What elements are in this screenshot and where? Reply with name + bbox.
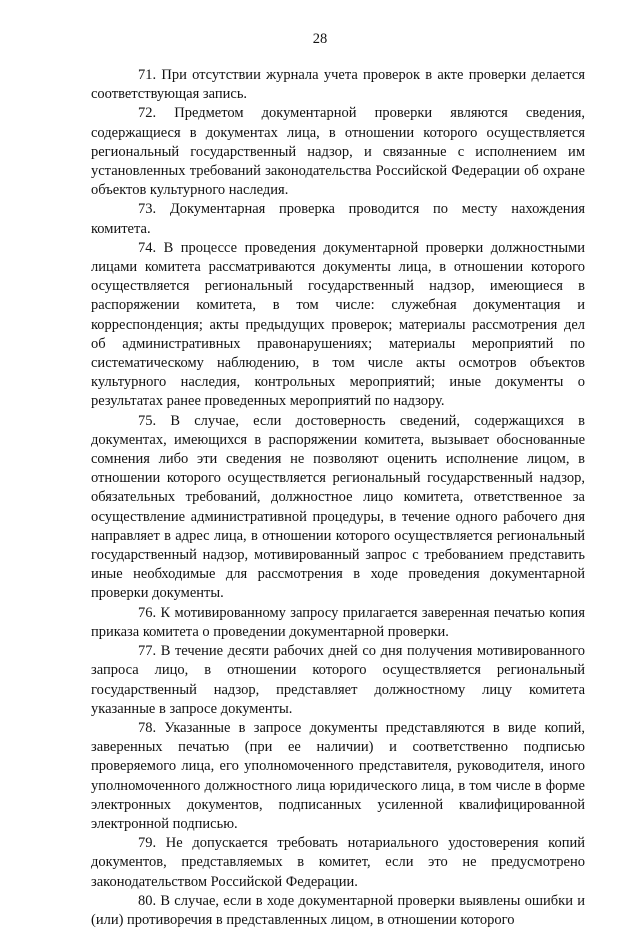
paragraph-73: 73. Документарная проверка проводится по месту нахождения комитета.: [91, 201, 585, 237]
paragraph-80: 80. В случае, если в ходе документарной проверки выявлены ошибки и (или) противоречия в представленных лицом, в отношении которого: [91, 892, 585, 928]
paragraph-78: 78. Указанные в запросе документы представляются в виде копий, заверенных печатью (при ее наличии) и соответственно подписью проверяемого лица, его уполномоченного представителя, руководителя, иного уполномоченного должностного лица юридического лица, в том числе в форме электронных документов, подписанных усиленной квалифицированной электронной подписью.: [91, 719, 585, 832]
paragraph-71: 71. При отсутствии журнала учета проверок в акте проверки делается соответствующая запись.: [91, 67, 585, 103]
paragraph-79: 79. Не допускается требовать нотариального удостоверения копий документов, представляемых в комитет, если это не предусмотрено законодательством Российской Федерации.: [91, 835, 585, 890]
page-number: 28: [312, 31, 328, 47]
paragraph-72: 72. Предметом документарной проверки являются сведения, содержащиеся в документах лица, в отношении которого осуществляется региональный государственный надзор, и связанные с исполнением им установленных требований законодательства Российской Федерации об охране объектов культурного наследия.: [91, 105, 585, 199]
paragraph-74: 74. В процессе проведения документарной проверки должностными лицами комитета рассматриваются документы лица, в отношении которого осуществляется региональный государственный надзор, имеющиеся в распоряжении комитета, в том числе: служебная документация и корреспонденция; акты предыдущих проверок; материалы рассмотрения дел об административных правонарушениях; материалы мероприятий по систематическому наблюдению, в том числе акты осмотров объектов культурного наследия, контрольных мероприятий; иные документы о результатах ранее проведенных мероприятий по надзору.: [91, 239, 585, 410]
document-body: [91, 66, 585, 930]
paragraph-75: 75. В случае, если достоверность сведений, содержащихся в документах, имеющихся в распоряжении комитета, вызывает обоснованные сомнения либо эти сведения не позволяют оценить исполнение лицом, в отношении которого осуществляется региональный государственный надзор, обязательных требований, должностное лицо комитета, ответственное за осуществление административной процедуры, в течение одного рабочего дня направляет в адрес лица, в отношении которого осуществляется региональный государственный надзор, мотивированный запрос с требованием представить иные необходимые для рассмотрения в ходе проведения документарной проверки документы.: [91, 412, 585, 602]
paragraph-77: 77. В течение десяти рабочих дней со дня получения мотивированного запроса лицо, в отношении которого осуществляется региональный государственный надзор, представляет должностному лицу комитета указанные в запросе документы.: [91, 643, 585, 717]
paragraph-76: 76. К мотивированному запросу прилагается заверенная печатью копия приказа комитета о проведении документарной проверки.: [91, 604, 585, 640]
